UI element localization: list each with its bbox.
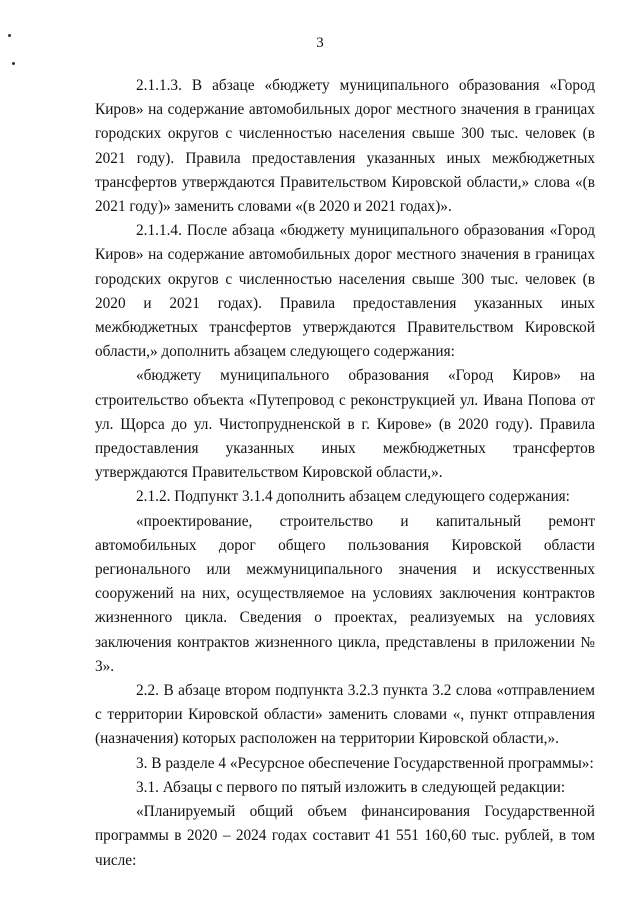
scan-artifact-dot xyxy=(12,62,15,65)
paragraph-quote-life-cycle: «проектирование, строительство и капитальный ремонт автомобильных дорог общего пользования Кировской области регионального или межмуниципального значения и искусственных сооружений на них, осуществляемое на условиях заключения контрактов жизненного цикла. Сведения о проектах, реализуемых на условиях заключения контрактов жизненного цикла, представлены в приложении № 3». xyxy=(95,512,595,675)
document-body xyxy=(95,74,595,873)
paragraph-2-1-1-3: 2.1.1.3. В абзаце «бюджету муниципального образования «Город Киров» на содержание автомобильных дорог местного значения в границах городских округов с численностью населения свыше 300 тыс. человек (в 2021 году). Правила предоставления указанных иных межбюджетных трансфертов утверждаются Правительством Кировской области,» слова «(в 2021 году)» заменить словами «(в 2020 и 2021 годах)». xyxy=(95,77,595,216)
paragraph-3-1: 3.1. Абзацы с первого по пятый изложить в следующей редакции: xyxy=(136,778,566,796)
paragraph-2-2: 2.2. В абзаце втором подпункта 3.2.3 пункта 3.2 слова «отправлением с территории Кировской области» заменить словами «, пункт отправления (назначения) которых расположен на территории Кировской области,». xyxy=(95,682,595,748)
page-number: 3 xyxy=(316,35,324,51)
paragraph-2-1-2: 2.1.2. Подпункт 3.1.4 дополнить абзацем следующего содержания: xyxy=(136,488,570,506)
paragraph-2-1-1-4: 2.1.1.4. После абзаца «бюджету муниципального образования «Город Киров» на содержание автомобильных дорог местного значения в границах городских округов с численностью населения свыше 300 тыс. человек (в 2020 и 2021 годах). Правила предоставления указанных иных межбюджетных трансфертов утверждаются Правительством Кировской области,» дополнить абзацем следующего содержания: xyxy=(95,222,595,361)
paragraph-3: 3. В разделе 4 «Ресурсное обеспечение Государственной программы»: xyxy=(136,754,594,772)
paragraph-quote-kirov-bridge: «бюджету муниципального образования «Город Киров» на строительство объекта «Путепровод с реконструкцией ул. Ивана Попова от ул. Щорса до ул. Чистопрудненской в г. Кирове» (в 2020 году). Правила предоставления указанных иных межбюджетных трансфертов утверждаются Правительством Кировской области,». xyxy=(95,367,595,482)
paragraph-quote-financing: «Планируемый общий объем финансирования Государственной программы в 2020 – 2024 годах составит 41 551 160,60 тыс. рублей, в том числе: xyxy=(95,803,595,869)
